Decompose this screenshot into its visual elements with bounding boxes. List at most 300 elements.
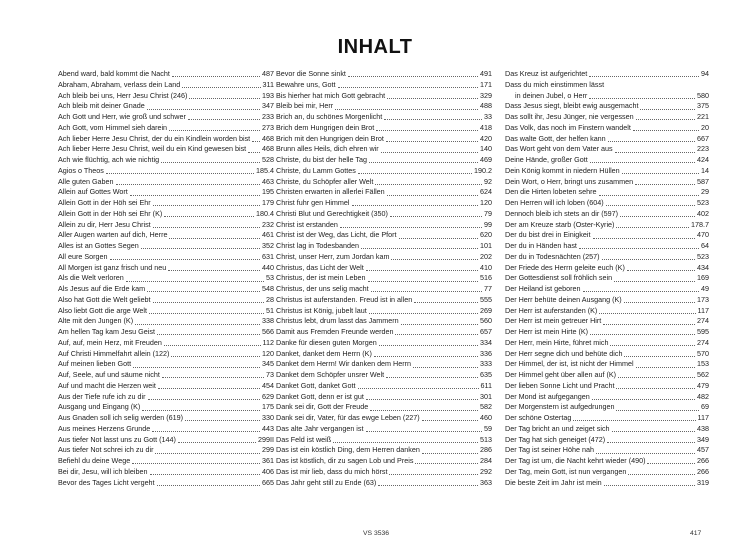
entry-title: Der Herr, mein Hirte, führet mich [505, 337, 609, 347]
index-entry [505, 306, 709, 317]
index-entry [58, 370, 274, 381]
entry-title: Der du in Todesnächten (257) [505, 251, 600, 261]
index-entry [276, 424, 492, 435]
entry-title: Der du bist drei in Einigkeit [505, 230, 591, 240]
entry-title: Als Jesus auf die Erde kam [58, 284, 146, 293]
entry-number: 560 [480, 316, 492, 326]
index-entry [505, 338, 709, 349]
entry-title: Bevor die Sonne sinkt [276, 69, 346, 78]
entry-title: Danket Gott, danket Gott [276, 380, 356, 390]
index-entry [276, 144, 492, 155]
index-entry [58, 177, 274, 188]
dot-leader [366, 431, 483, 432]
entry-title: Der lieben Sonne Licht und Pracht [505, 380, 615, 390]
dot-leader [635, 184, 695, 185]
dot-leader [152, 431, 260, 432]
dot-leader [399, 238, 478, 239]
entry-title: Aus Gnaden soll ich selig werden (619) [58, 413, 184, 422]
index-column-2 [276, 69, 492, 488]
entry-title: All eure Sorgen [58, 251, 108, 261]
dot-leader [391, 259, 478, 260]
dot-leader [149, 313, 264, 314]
entry-number: 463 [262, 176, 274, 186]
dot-leader [387, 98, 478, 99]
footer-code: VS 3536 [363, 530, 390, 537]
index-entry [276, 241, 492, 252]
entry-number: 286 [480, 445, 492, 455]
dot-leader [390, 216, 482, 217]
dot-leader [369, 162, 478, 163]
dot-leader [602, 259, 695, 260]
index-entry [276, 413, 492, 424]
entry-number: 375 [697, 101, 709, 111]
index-entry [505, 295, 709, 306]
dot-leader [116, 184, 260, 185]
entry-title: Der Himmel geht über allen auf (K) [505, 370, 617, 379]
dot-leader [603, 324, 695, 325]
index-entry [505, 359, 709, 370]
index-entry [505, 230, 709, 241]
entry-number: 624 [480, 187, 492, 197]
entry-title: Christ ist der Weg, das Licht, die Pfort [276, 230, 397, 240]
dot-leader [414, 302, 478, 303]
entry-number: 190.2 [474, 165, 492, 175]
dot-leader [157, 485, 260, 486]
entry-number: 274 [697, 316, 709, 326]
entry-number: 20 [701, 122, 709, 132]
dot-leader [352, 205, 479, 206]
dot-leader [375, 184, 482, 185]
index-entry [58, 155, 274, 166]
entry-title: Abraham, Abraham, verlass dein Land [58, 79, 181, 89]
entry-title: Christen erwarten in allerlei Fällen [276, 187, 385, 197]
index-entry [276, 316, 492, 327]
index-entry [276, 327, 492, 338]
entry-title: Als die Welt verloren [58, 273, 124, 283]
entry-number: 69 [701, 402, 709, 412]
entry-number: 657 [480, 327, 492, 336]
entry-number: 352 [262, 241, 274, 250]
dot-leader [150, 474, 261, 475]
entry-number: 523 [697, 198, 709, 207]
dot-leader [640, 109, 695, 110]
dot-leader [622, 173, 699, 174]
entry-number: 667 [697, 133, 709, 143]
entry-title: Christus ist auferstanden. Freud ist in allen [276, 294, 413, 304]
dot-leader [153, 302, 264, 303]
entry-title: Christ, unser Herr, zum Jordan kam [276, 251, 390, 261]
index-entry [505, 241, 709, 252]
entry-title: Dein Wort, o Herr, bringt uns zusammen [505, 176, 634, 186]
index-entry [276, 80, 492, 91]
entry-title: Christe, du Lamm Gottes [276, 165, 356, 175]
entry-title: Ach wie flüchtig, ach wie nichtig [58, 155, 160, 164]
dot-leader [628, 474, 695, 475]
index-entry [58, 101, 274, 112]
entry-number: 171 [480, 79, 492, 89]
entry-number: 611 [480, 380, 492, 390]
entry-number: 443 [262, 423, 274, 433]
entry-number: 349 [697, 434, 709, 444]
index-column-3 [505, 69, 709, 488]
entry-title: Dank sei dir, Vater, für das ewge Leben (227) [276, 413, 420, 422]
entry-number: 438 [697, 423, 709, 433]
dot-leader [178, 442, 256, 443]
index-entry [505, 80, 709, 91]
index-entry [58, 402, 274, 413]
dot-leader [172, 76, 260, 77]
index-entry [58, 392, 274, 403]
entry-title: Christ ist erstanden [276, 219, 338, 229]
entry-number: 457 [697, 445, 709, 455]
dot-leader [188, 119, 260, 120]
index-entry [276, 112, 492, 123]
dot-leader [395, 334, 478, 335]
index-entry [276, 101, 492, 112]
entry-number: 319 [697, 477, 709, 487]
entry-number: 587 [697, 176, 709, 186]
entry-title: Der Friede des Herrn geleite euch (K) [505, 262, 625, 272]
entry-number: 491 [480, 69, 492, 78]
entry-title: Das ist mir lieb, dass du mich hörst [276, 466, 388, 476]
entry-number: 595 [697, 327, 709, 336]
entry-number: 582 [480, 402, 492, 412]
index-entry [58, 435, 274, 446]
index-entry [276, 359, 492, 370]
entry-title: Bevor des Tages Licht vergeht [58, 477, 155, 487]
entry-title: All Morgen ist ganz frisch und neu [58, 262, 167, 272]
entry-title: Aus tiefer Not lasst uns zu Gott (144) [58, 434, 176, 444]
entry-title: Bleib bei mir, Herr [276, 101, 334, 111]
entry-number: 434 [697, 262, 709, 272]
dot-leader [185, 420, 260, 421]
dot-leader [147, 291, 260, 292]
entry-title: Allein auf Gottes Wort [58, 187, 128, 197]
dot-leader [612, 431, 695, 432]
entry-number: 562 [697, 370, 709, 379]
entry-title: Christus lebt, drum lasst das Jammern [276, 316, 399, 326]
dot-leader [157, 334, 260, 335]
index-entry [505, 166, 709, 177]
index-entry [276, 134, 492, 145]
index-entry [276, 370, 492, 381]
entry-title: Bewahre uns, Gott [276, 79, 336, 89]
entry-number: 64 [701, 241, 709, 250]
entry-number: 479 [697, 380, 709, 390]
index-entry [58, 187, 274, 198]
dot-leader [110, 259, 260, 260]
entry-number: 523 [697, 251, 709, 261]
dot-leader [624, 356, 695, 357]
entry-title: Brunn alles Heils, dich ehren wir [276, 144, 379, 154]
dot-leader [386, 141, 478, 142]
dot-leader [376, 130, 478, 131]
entry-title: Danke für diesen guten Morgen [276, 337, 377, 347]
entry-number: 440 [262, 262, 274, 272]
entry-number: 180.4 [256, 208, 274, 218]
entry-number: 347 [262, 101, 274, 111]
dot-leader [583, 291, 699, 292]
entry-title: Danket Gott, denn er ist gut [276, 391, 364, 401]
index-entry [276, 209, 492, 220]
entry-number: 221 [697, 112, 709, 121]
entry-title: Dank sei dir, Gott der Freude [276, 402, 369, 412]
index-entry [58, 316, 274, 327]
entry-title: Der am Kreuze starb (Oster-Kyrie) [505, 219, 615, 229]
index-entry [58, 252, 274, 263]
index-entry [505, 252, 709, 263]
entry-title: Der Tag bricht an und zeiget sich [505, 423, 610, 433]
index-entry [505, 69, 709, 80]
dot-leader [164, 345, 261, 346]
entry-title: Den Herren will ich loben (604) [505, 198, 604, 207]
entry-title: Dein König kommt in niedern Hüllen [505, 165, 620, 175]
entry-title: Auf, auf, mein Herz, mit Freuden [58, 337, 162, 347]
entry-number: 299 [262, 445, 274, 455]
dot-leader [141, 248, 260, 249]
dot-leader [401, 324, 478, 325]
entry-number: 77 [484, 284, 492, 293]
dot-leader [415, 463, 478, 464]
entry-number: 53 [266, 273, 274, 283]
entry-title: Christus, der ist mein Leben [276, 273, 366, 283]
entry-title: Bis hierher hat mich Gott gebracht [276, 90, 386, 100]
dot-leader [369, 313, 478, 314]
entry-number: 334 [480, 337, 492, 347]
entry-number: 269 [480, 305, 492, 315]
entry-title: Der Himmel, der ist, ist nicht der Himmel [505, 359, 634, 369]
entry-title: Danket dem Schöpfer unsrer Welt [276, 370, 385, 379]
entry-number: 330 [262, 413, 274, 422]
entry-title: Also liebt Gott die arge Welt [58, 305, 147, 315]
dot-leader [386, 377, 478, 378]
dot-leader [592, 399, 695, 400]
entry-number: 420 [480, 133, 492, 143]
index-entry [505, 112, 709, 123]
index-entry [276, 338, 492, 349]
index-entry [58, 91, 274, 102]
entry-title: Der Gottesdienst soll fröhlich sein [505, 273, 613, 283]
dot-leader [610, 345, 695, 346]
entry-number: 361 [262, 456, 274, 465]
dot-leader [647, 463, 695, 464]
index-entry [505, 220, 709, 231]
dot-leader [615, 152, 695, 153]
entry-number: 117 [697, 305, 709, 315]
index-entry [276, 198, 492, 209]
dot-leader [161, 162, 260, 163]
entry-title: Allein zu dir, Herr Jesu Christ [58, 219, 151, 229]
index-entry [505, 263, 709, 274]
entry-title: Auf meinen lieben Gott [58, 359, 132, 369]
entry-number: 461 [262, 230, 274, 240]
dot-leader [608, 141, 695, 142]
index-entry [58, 284, 274, 295]
entry-title: Der Herr behüte deinen Ausgang (K) [505, 294, 622, 304]
index-entry [58, 134, 274, 145]
entry-number: 273 [262, 122, 274, 132]
dot-leader [636, 367, 695, 368]
entry-number: 516 [480, 273, 492, 283]
dot-leader [358, 388, 479, 389]
entry-title: Der Tag ist seiner Höhe nah [505, 445, 594, 455]
entry-title: Christus, das Licht der Welt [276, 262, 364, 272]
dot-leader [155, 453, 260, 454]
entry-title: Brich dem Hungrigen dein Brot [276, 122, 375, 132]
dot-leader [596, 453, 695, 454]
index-entry [58, 166, 274, 177]
entry-title: Aus meines Herzens Grunde [58, 423, 151, 433]
index-entry [505, 144, 709, 155]
entry-number: 566 [262, 327, 274, 336]
dot-leader [168, 270, 260, 271]
entry-title: Aus tiefer Not schrei ich zu dir [58, 445, 154, 455]
dot-leader [133, 367, 260, 368]
index-entry [276, 230, 492, 241]
dot-leader [182, 87, 260, 88]
index-entry [276, 381, 492, 392]
entry-number: 620 [480, 230, 492, 240]
dot-leader [358, 173, 472, 174]
dot-leader [126, 281, 264, 282]
entry-number: 59 [484, 423, 492, 433]
entry-title: Aus der Tiefe rufe ich zu dir [58, 391, 146, 401]
dot-leader [148, 399, 261, 400]
entry-title: Die beste Zeit im Jahr ist mein [505, 477, 602, 487]
dot-leader [614, 281, 695, 282]
index-entry [505, 198, 709, 209]
index-entry [505, 134, 709, 145]
entry-number: 482 [697, 391, 709, 401]
entry-title: Ach bleib bei uns, Herr Jesu Christ (246) [58, 90, 188, 100]
index-entry [58, 209, 274, 220]
entry-title: Christ fuhr gen Himmel [276, 198, 350, 207]
entry-number: 454 [262, 380, 274, 390]
index-entry [505, 392, 709, 403]
dot-leader [379, 345, 478, 346]
entry-title: Auf, Seele, auf und säume nicht [58, 370, 160, 379]
entry-number: 117 [697, 413, 709, 422]
dot-leader [132, 463, 260, 464]
entry-title: Christ lag in Todesbanden [276, 241, 359, 250]
entry-title: Ach lieber Herre Jesu Christ, weil du ein Kind gewesen bist [58, 144, 247, 154]
index-entry [58, 424, 274, 435]
entry-title: Der Tag hat sich geneiget (472) [505, 434, 606, 444]
entry-number: 101 [480, 241, 492, 250]
entry-number: 185.4 [256, 165, 274, 175]
index-entry [276, 177, 492, 188]
index-entry [505, 445, 709, 456]
dot-leader [573, 420, 695, 421]
dot-leader [616, 388, 695, 389]
entry-number: 470 [697, 230, 709, 240]
entry-title: Brich mit den Hungrigen dein Brot [276, 133, 384, 143]
index-entry [58, 123, 274, 134]
entry-title: Alte mit den Jungen (K) [58, 316, 134, 326]
entry-title: Christi Blut und Gerechtigkeit (350) [276, 208, 388, 218]
entry-title: Der Tag ist um, die Nacht kehrt wieder (490) [505, 456, 646, 465]
dot-leader [368, 281, 479, 282]
index-entry [276, 435, 492, 446]
entry-number: 329 [480, 90, 492, 100]
index-entry [505, 155, 709, 166]
dot-leader [252, 141, 260, 142]
index-entry [276, 123, 492, 134]
entry-number: 99 [484, 219, 492, 229]
index-entry [58, 230, 274, 241]
entry-number: 153 [697, 359, 709, 369]
entry-number: 120 [480, 198, 492, 207]
index-entry [276, 252, 492, 263]
entry-title: Der Herr ist mein Hirte (K) [505, 327, 589, 336]
index-entry [58, 306, 274, 317]
dot-leader [153, 227, 260, 228]
dot-leader [616, 410, 699, 411]
entry-number: 14 [701, 165, 709, 175]
dot-leader [340, 227, 482, 228]
entry-number: 402 [697, 208, 709, 218]
entry-title: Christe, du bist der helle Tag [276, 155, 367, 164]
dot-leader [333, 442, 478, 443]
dot-leader [589, 98, 695, 99]
dot-leader [389, 474, 478, 475]
dot-leader [616, 227, 689, 228]
entry-number: 202 [480, 251, 492, 261]
entry-title: Das Kreuz ist aufgerichtet [505, 69, 588, 78]
entry-number: 169 [697, 273, 709, 283]
dot-leader [590, 334, 695, 335]
index-entry [276, 187, 492, 198]
entry-number: 73 [266, 370, 274, 379]
entry-title: in deinen Jubel, o Herr [515, 90, 588, 100]
entry-number: 580 [697, 90, 709, 100]
entry-number: 487 [262, 69, 274, 78]
entry-title: Der Morgenstern ist aufgedrungen [505, 402, 615, 412]
dot-leader [422, 453, 478, 454]
entry-title: Allein Gott in der Höh sei Ehr [58, 198, 151, 207]
dot-leader [633, 130, 699, 131]
entry-title: Allein Gott in der Höh sei Ehr (K) [58, 208, 163, 218]
index-entry [505, 467, 709, 478]
entry-title: Deine Hände, großer Gott [505, 155, 588, 164]
entry-title: Auf und macht die Herzen weit [58, 380, 156, 390]
dot-leader [335, 109, 478, 110]
entry-number: 333 [480, 359, 492, 369]
entry-number: 33 [484, 112, 492, 121]
entry-title: Das Wort geht von dem Vater aus [505, 144, 613, 154]
entry-number: 548 [262, 284, 274, 293]
entry-number: 284 [480, 456, 492, 465]
index-entry [505, 370, 709, 381]
entry-title: Der schöne Ostertag [505, 413, 572, 422]
entry-title: Auf Christi Himmelfahrt allein (122) [58, 348, 170, 358]
entry-number: 311 [262, 79, 274, 89]
index-entry [505, 402, 709, 413]
index-entry [58, 69, 274, 80]
entry-number: 631 [262, 251, 274, 261]
dot-leader [366, 399, 478, 400]
dot-leader [378, 485, 478, 486]
entry-number: 338 [262, 316, 274, 326]
index-entry [276, 284, 492, 295]
index-entry [58, 273, 274, 284]
dot-leader [189, 98, 260, 99]
entry-title: Ach Gott, vom Himmel sieh darein [58, 122, 168, 132]
index-entry [276, 91, 492, 102]
entry-title: Das ist ein köstlich Ding, dem Herren danken [276, 445, 420, 455]
entry-number: 468 [262, 133, 274, 143]
entry-number: 195 [262, 187, 274, 197]
